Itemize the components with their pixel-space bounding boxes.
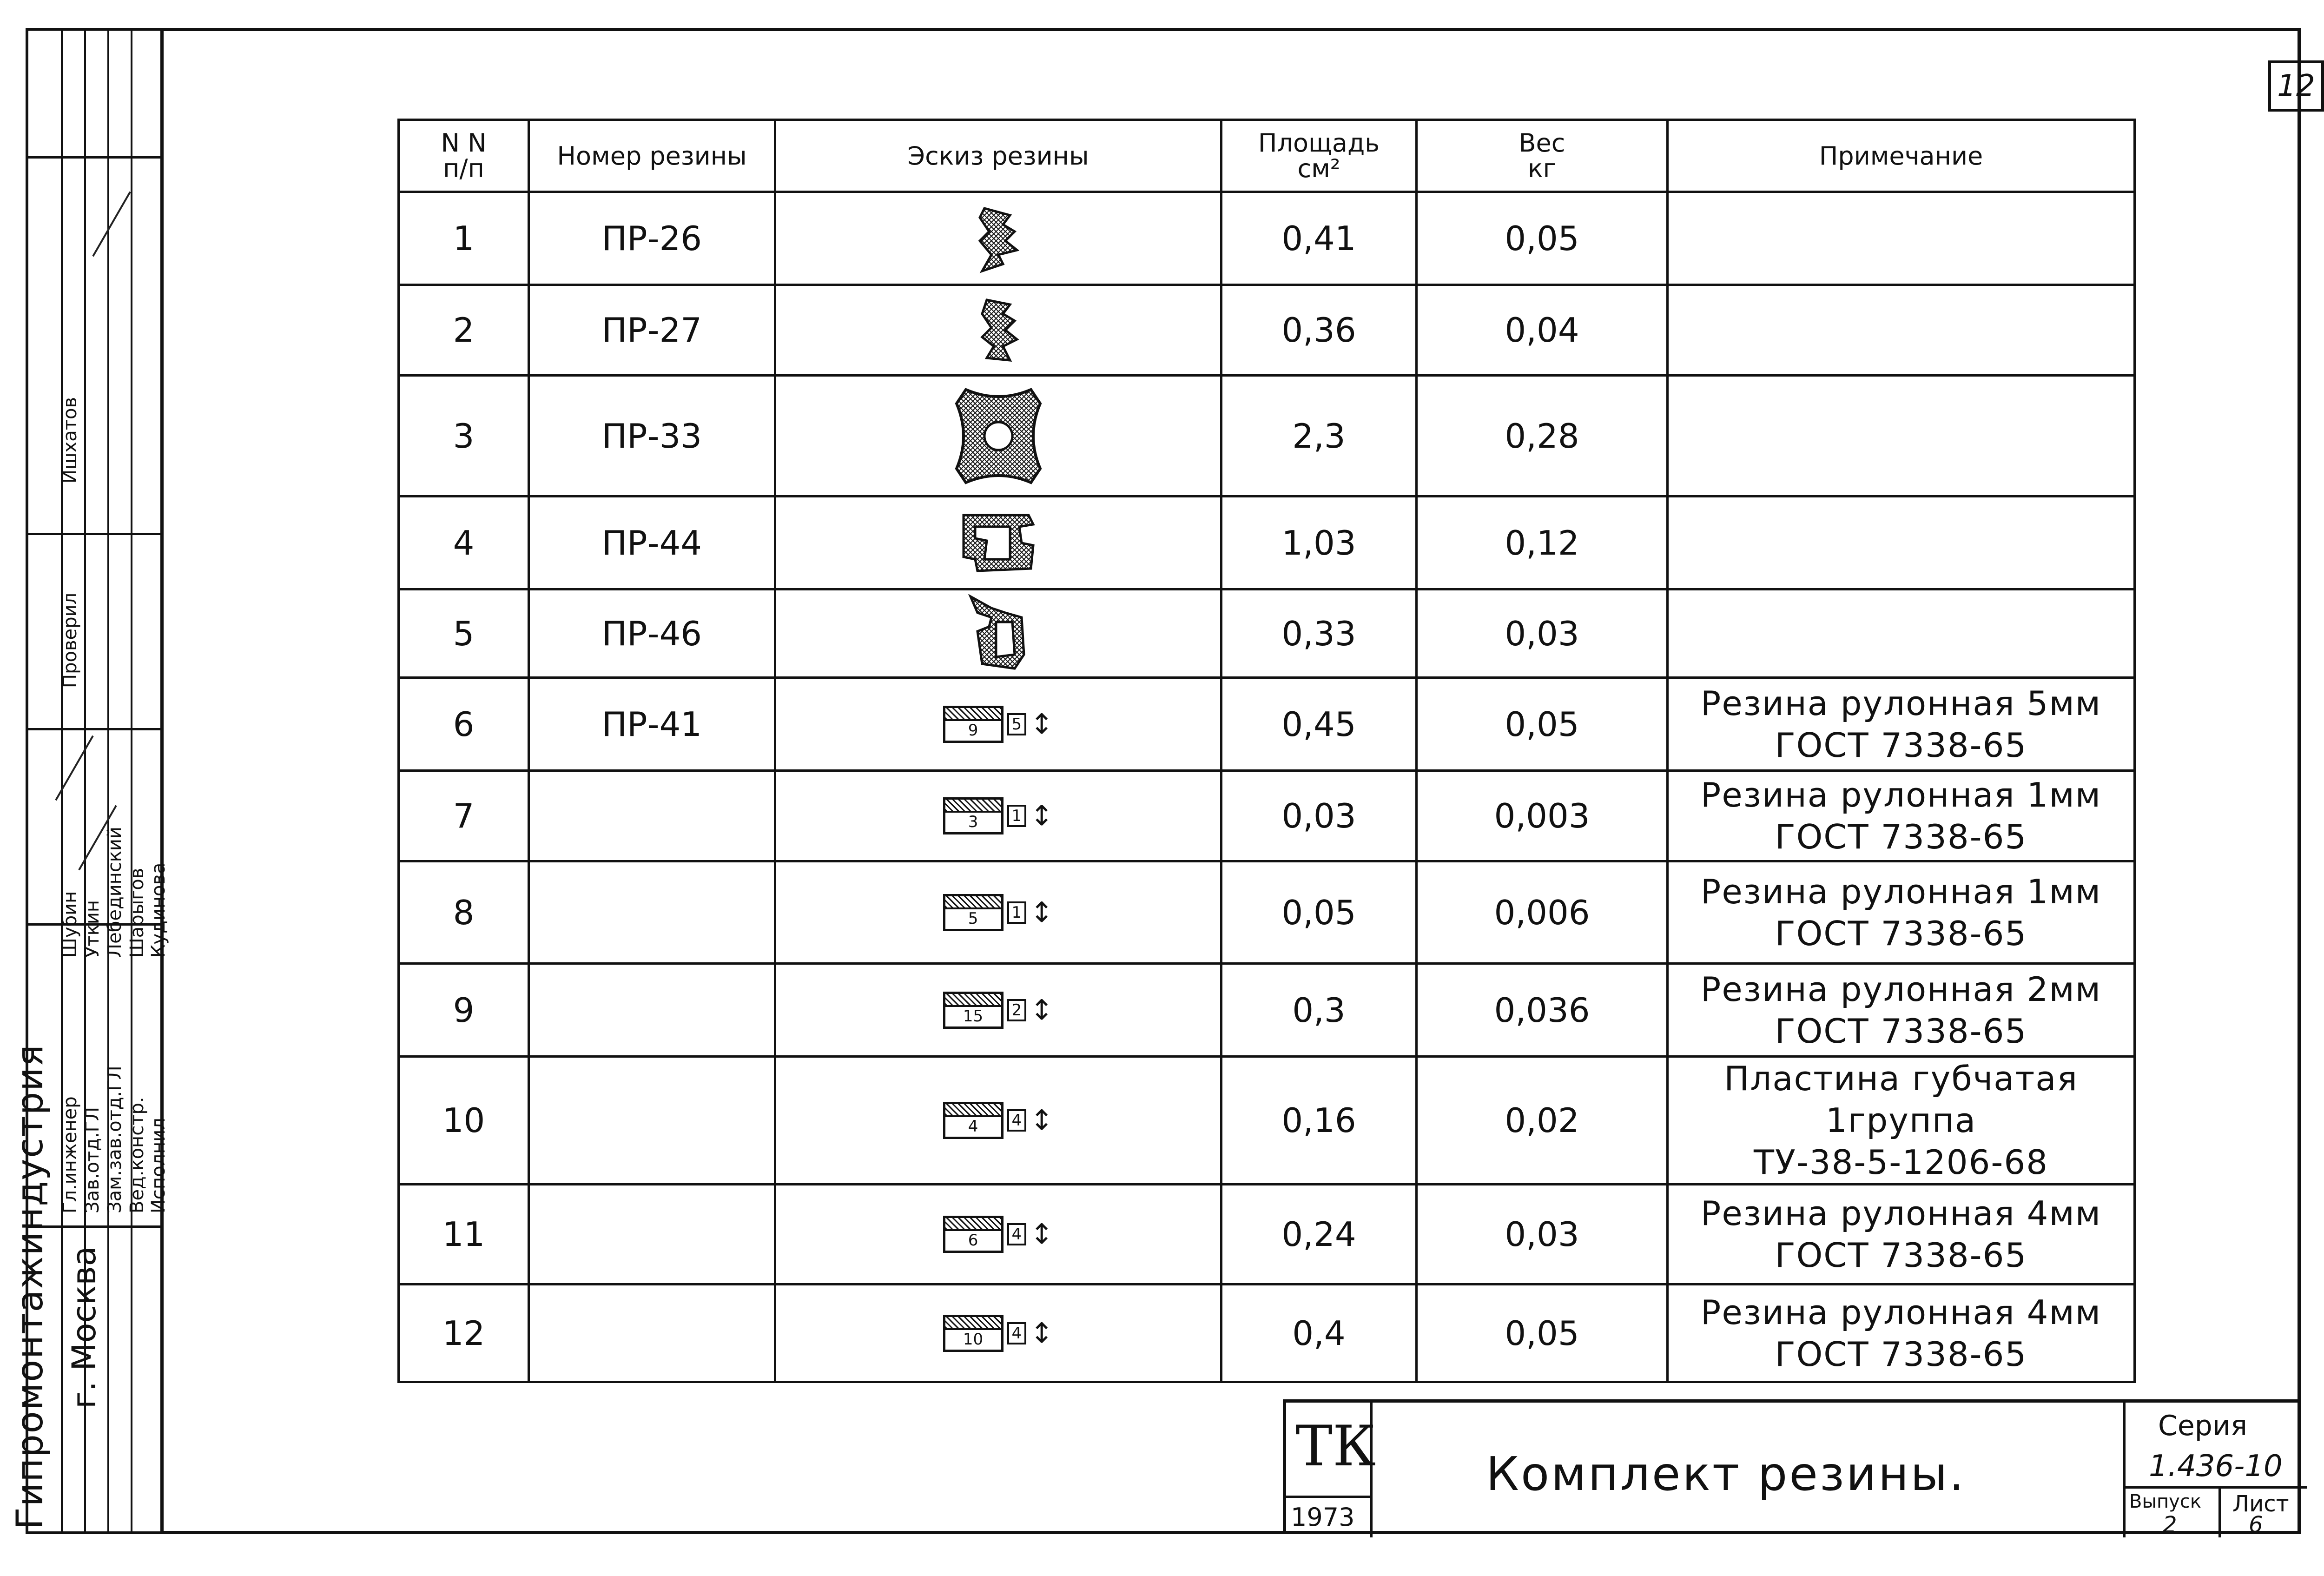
year: 1973	[1291, 1503, 1355, 1532]
rubber-profile-sketch	[781, 508, 1215, 578]
note-standard: ГОСТ 7338-65	[1775, 817, 2027, 856]
cell-note	[1668, 1185, 2135, 1285]
table-row	[399, 285, 2135, 376]
table-row	[399, 376, 2135, 497]
cell-rubber-number	[529, 1057, 775, 1185]
cell-weight: 0,12	[1417, 497, 1668, 589]
rubber-profile-sketch: 5 1 ↕	[781, 894, 1215, 931]
cell-area: 0,4	[1221, 1285, 1417, 1382]
cell-rubber-number: ПР-33	[529, 376, 775, 497]
note-standard: ГОСТ 7338-65	[1775, 914, 2027, 953]
header-note: Примечание	[1668, 120, 2135, 192]
cell-num: 12	[399, 1285, 529, 1382]
header-area: Площадь см²	[1221, 120, 1417, 192]
cell-sketch	[775, 1285, 1221, 1382]
cell-area: 0,24	[1221, 1185, 1417, 1285]
cell-note	[1668, 192, 2135, 285]
cell-area: 1,03	[1221, 497, 1417, 589]
cell-area: 0,36	[1221, 285, 1417, 376]
cell-num: 8	[399, 861, 529, 964]
rubber-profile-sketch: 10 4 ↕	[781, 1315, 1215, 1352]
header-weight: Вес кг	[1417, 120, 1668, 192]
cell-num: 7	[399, 771, 529, 861]
rubber-profile-sketch	[781, 385, 1215, 487]
cell-rubber-number	[529, 964, 775, 1057]
tk-logo: ТК	[1295, 1414, 1376, 1479]
cell-note	[1668, 1057, 2135, 1185]
note-standard: ГОСТ 7338-65	[1775, 1011, 2027, 1051]
cell-sketch	[775, 861, 1221, 964]
stamp-name-1: Шубин	[59, 891, 81, 958]
cell-num: 6	[399, 678, 529, 771]
rubber-profile-sketch	[781, 594, 1215, 673]
rubber-profile-sketch: 6 4 ↕	[781, 1216, 1215, 1253]
title-block	[1283, 1399, 2301, 1538]
cell-rubber-number: ПР-27	[529, 285, 775, 376]
cell-weight: 0,05	[1417, 192, 1668, 285]
cell-num: 2	[399, 285, 529, 376]
cell-weight: 0,03	[1417, 589, 1668, 678]
note-standard: ГОСТ 7338-65	[1775, 1236, 2027, 1275]
page-number: 12	[2268, 60, 2324, 112]
cell-num: 1	[399, 192, 529, 285]
organization-city: г. Москва	[65, 1246, 103, 1409]
note-material: Резина рулонная 2мм	[1700, 969, 2102, 1009]
table-row	[399, 964, 2135, 1057]
cell-sketch	[775, 771, 1221, 861]
table-row	[399, 678, 2135, 771]
sketch-dimension-b: 4	[1007, 1223, 1027, 1245]
header-rubber-number: Номер резины	[529, 120, 775, 192]
rubber-profile-sketch: 3 1 ↕	[781, 797, 1215, 834]
cell-note	[1668, 678, 2135, 771]
cell-sketch	[775, 589, 1221, 678]
cell-sketch	[775, 192, 1221, 285]
cell-sketch	[775, 678, 1221, 771]
sketch-dimension-a: 4	[968, 1117, 978, 1136]
cell-sketch	[775, 285, 1221, 376]
rubber-profile-sketch	[781, 204, 1215, 273]
cell-sketch	[775, 376, 1221, 497]
cell-rubber-number	[529, 861, 775, 964]
cell-rubber-number	[529, 1285, 775, 1382]
cell-rubber-number: ПР-44	[529, 497, 775, 589]
sketch-dimension-b: 4	[1007, 1109, 1027, 1132]
rubber-profile-sketch: 4 4 ↕	[781, 1102, 1215, 1139]
organization-name: Гипромонтажиндустрия	[9, 1044, 51, 1530]
issue-value: 2	[2163, 1512, 2177, 1538]
drawing-title: Комплект резины.	[1486, 1447, 1966, 1501]
table-row	[399, 1285, 2135, 1382]
cell-rubber-number: ПР-46	[529, 589, 775, 678]
series-block	[2123, 1403, 2307, 1537]
cell-note	[1668, 376, 2135, 497]
cell-note	[1668, 964, 2135, 1057]
note-material: Пластина губчатая 1группа	[1724, 1059, 2078, 1140]
cell-num: 5	[399, 589, 529, 678]
stamp-role-lead-designer: Вед.констр.	[126, 1097, 148, 1213]
note-material: Резина рулонная 1мм	[1700, 872, 2102, 911]
table-row	[399, 1057, 2135, 1185]
rubber-profile-sketch	[781, 295, 1215, 365]
note-standard: ГОСТ 7338-65	[1775, 1334, 2027, 1374]
stamp-checked-label: Проверил	[59, 592, 81, 688]
cell-note	[1668, 285, 2135, 376]
cell-weight: 0,04	[1417, 285, 1668, 376]
sketch-dimension-a: 9	[968, 721, 978, 740]
sheet-value: 6	[2249, 1512, 2263, 1538]
stamp-role-chief-engineer: Гл.инженер	[59, 1096, 81, 1213]
cell-num: 9	[399, 964, 529, 1057]
cell-sketch	[775, 1185, 1221, 1285]
cell-area: 0,33	[1221, 589, 1417, 678]
sheet-label: Лист	[2232, 1491, 2289, 1517]
table-row	[399, 1185, 2135, 1285]
table-row	[399, 192, 2135, 285]
stamp-name-2: Уткин	[82, 900, 103, 958]
cell-area: 0,16	[1221, 1057, 1417, 1185]
sketch-dimension-b: 2	[1007, 999, 1027, 1021]
cell-note	[1668, 771, 2135, 861]
cell-note	[1668, 497, 2135, 589]
cell-weight: 0,006	[1417, 861, 1668, 964]
sketch-dimension-b: 5	[1007, 713, 1027, 735]
sketch-dimension-b: 1	[1007, 901, 1027, 924]
stamp-role-deputy-head: Зам.зав.отд.ГЛ	[104, 1066, 125, 1213]
stamp-role-executor: Исполнил	[148, 1118, 169, 1213]
table-row	[399, 497, 2135, 589]
cell-num: 11	[399, 1185, 529, 1285]
stamp-name-3: Лебединский	[104, 827, 125, 958]
cell-sketch	[775, 964, 1221, 1057]
cell-num: 4	[399, 497, 529, 589]
cell-rubber-number	[529, 771, 775, 861]
cell-sketch	[775, 1057, 1221, 1185]
series-value: 1.436-10	[2149, 1449, 2283, 1483]
cell-weight: 0,036	[1417, 964, 1668, 1057]
cell-weight: 0,03	[1417, 1185, 1668, 1285]
stamp-checked-name: Ишхатов	[59, 397, 81, 483]
rubber-profile-sketch: 9 5 ↕	[781, 706, 1215, 743]
cell-num: 3	[399, 376, 529, 497]
cell-note	[1668, 589, 2135, 678]
sketch-dimension-a: 10	[963, 1330, 984, 1349]
note-material: Резина рулонная 4мм	[1700, 1194, 2102, 1233]
sketch-dimension-a: 15	[963, 1007, 984, 1026]
stamp-name-5: Кудинова	[148, 862, 169, 958]
issue-label: Выпуск	[2129, 1491, 2201, 1512]
table-header-row	[399, 120, 2135, 192]
cell-area: 0,3	[1221, 964, 1417, 1057]
cell-num: 10	[399, 1057, 529, 1185]
note-material: Резина рулонная 5мм	[1700, 683, 2102, 723]
stamp-name-4: Шарыгов	[126, 867, 148, 958]
cell-note	[1668, 861, 2135, 964]
stamp-role-head-dept: Зав.отд.ГЛ	[82, 1106, 103, 1213]
series-label: Серия	[2158, 1410, 2247, 1442]
note-standard: ТУ-38-5-1206-68	[1753, 1143, 2049, 1182]
cell-weight: 0,28	[1417, 376, 1668, 497]
table-row	[399, 771, 2135, 861]
cell-rubber-number	[529, 1185, 775, 1285]
cell-area: 0,05	[1221, 861, 1417, 964]
sketch-dimension-a: 6	[968, 1231, 978, 1250]
tk-logo-cell	[1286, 1403, 1376, 1537]
note-material: Резина рулонная 1мм	[1700, 775, 2102, 814]
rubber-profile-sketch: 15 2 ↕	[781, 992, 1215, 1029]
cell-area: 0,41	[1221, 192, 1417, 285]
note-standard: ГОСТ 7338-65	[1775, 725, 2027, 765]
cell-area: 2,3	[1221, 376, 1417, 497]
sketch-dimension-b: 4	[1007, 1322, 1027, 1344]
sketch-dimension-a: 5	[968, 909, 978, 928]
cell-weight: 0,05	[1417, 1285, 1668, 1382]
cell-rubber-number: ПР-41	[529, 678, 775, 771]
header-num: N N п/п	[399, 120, 529, 192]
rubber-table	[397, 119, 2136, 1383]
cell-weight: 0,02	[1417, 1057, 1668, 1185]
sketch-dimension-a: 3	[968, 813, 978, 831]
cell-sketch	[775, 497, 1221, 589]
header-sketch: Эскиз резины	[775, 120, 1221, 192]
cell-area: 0,03	[1221, 771, 1417, 861]
cell-note	[1668, 1285, 2135, 1382]
table-row	[399, 589, 2135, 678]
table-row	[399, 861, 2135, 964]
cell-rubber-number: ПР-26	[529, 192, 775, 285]
cell-area: 0,45	[1221, 678, 1417, 771]
sketch-dimension-b: 1	[1007, 805, 1027, 827]
note-material: Резина рулонная 4мм	[1700, 1292, 2102, 1332]
cell-weight: 0,003	[1417, 771, 1668, 861]
cell-weight: 0,05	[1417, 678, 1668, 771]
